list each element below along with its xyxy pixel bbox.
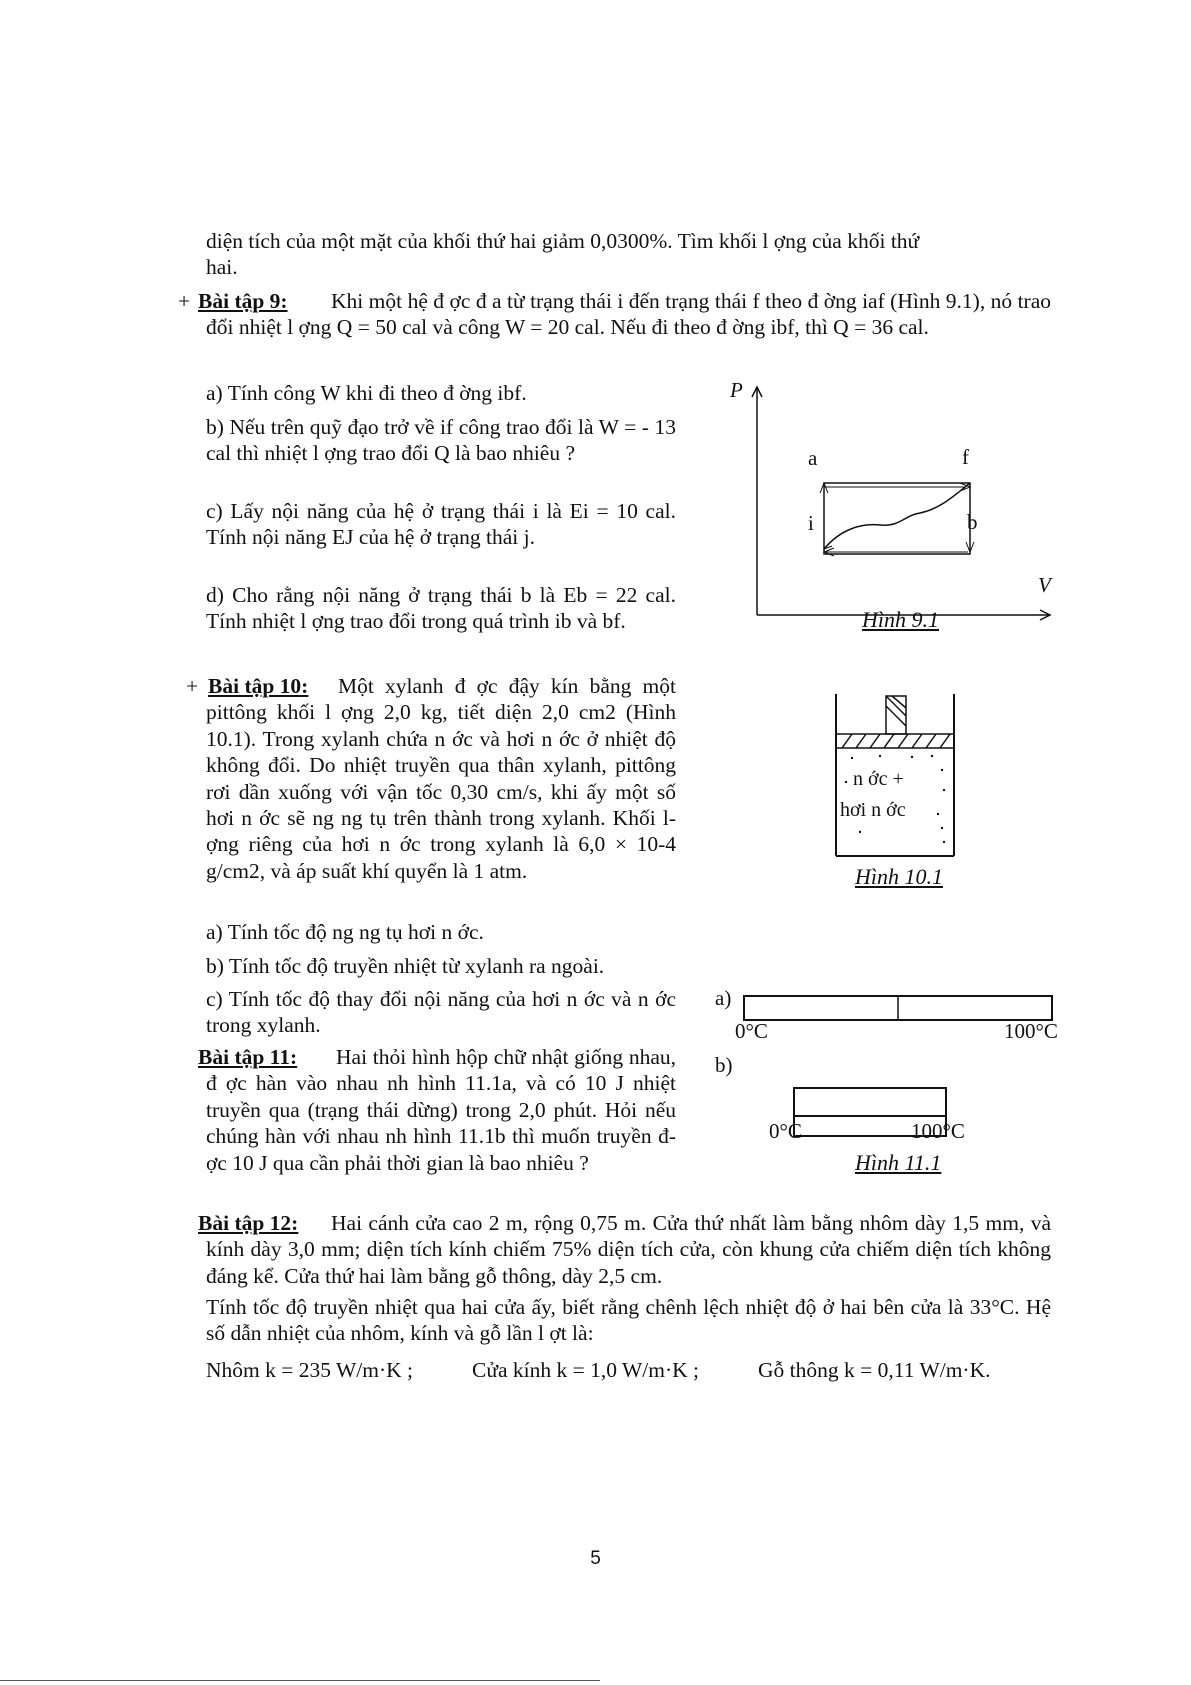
fig111-label-a: a) <box>715 986 732 1010</box>
fig91-label-b: b <box>967 510 978 534</box>
fig111-a-left: 0°C <box>735 1019 768 1043</box>
bt12-k-glass: Cửa kính k = 1,0 W/m·K ; <box>472 1358 700 1382</box>
bt12-text: Hai cánh cửa cao 2 m, rộng 0,75 m. Cửa thứ nhất làm bằng nhôm dày 1,5 mm, và kính dày 3,0 mm; diện tích kính chiếm 75% diện tích cửa, còn khung cửa chiếm diện tích không đáng kể. Cửa thứ hai làm bằng gỗ thông, dày 2,5 cm. <box>206 1211 1051 1288</box>
fig91-axis-p: P <box>730 378 743 402</box>
bt12-text-2: Tính tốc độ truyền nhiệt qua hai cửa ấy, biết rằng chênh lệch nhiệt độ ở hai bên cửa là 33°C. Hệ số dẫn nhiệt của nhôm, kính và gỗ lần l ợt là: <box>206 1295 1051 1346</box>
bt11-text: Hai thỏi hình hộp chữ nhật giống nhau, đ ợc hàn vào nhau nh hình 11.1a, và có 10 J nhiệt truyền qua (trạng thái dừng) trong 2,0 phút. Hỏi nếu chúng hàn với nhau nh hình 11.1b thì muốn truyền đ ợc 10 J qua cần phải thời gian là bao nhiêu ? <box>206 1045 676 1175</box>
fig111-caption: Hình 11.1 <box>855 1150 942 1175</box>
fig101-line-2: hơi n ớc <box>840 799 906 821</box>
fig91-axis-v: V <box>1038 573 1051 597</box>
fig91-label-f: f <box>962 445 969 469</box>
bt10-intro: Một xylanh đ ợc đậy kín bằng một pittông khối l ợng 2,0 kg, tiết diện 2,0 cm2 (Hình 10.1). Trong xylanh chứa n ớc và hơi n ớc ở nhiệt độ không đổi. Do nhiệt truyền qua thân xylanh, pittông rơi dần xuống với vận tốc 0,30 cm/s, khi ấy một số hơi n ớc sẽ ng ng tụ trên thành trong xylanh. Khối l ợng riêng của hơi n ớc trong xylanh là 6,0 × 10-4 g/cm2, và áp suất khí quyển là 1 atm. <box>206 674 676 883</box>
fig111-a-right: 100°C <box>1004 1019 1058 1043</box>
bt10-heading: Bài tập 10: <box>208 674 309 698</box>
fig111-label-b: b) <box>715 1053 733 1077</box>
bt9-c: c) Lấy nội năng của hệ ở trạng thái i là Ei = 10 cal. Tính nội năng EJ của hệ ở trạng thái j. <box>206 499 676 550</box>
figure-11-1a <box>740 992 1060 1022</box>
bottom-rule <box>0 1680 600 1681</box>
fig101-caption: Hình 10.1 <box>855 864 943 889</box>
fig111-b-left: 0°C <box>769 1119 802 1143</box>
page-number: 5 <box>590 1548 601 1569</box>
fig91-label-i: i <box>808 511 814 535</box>
fig101-line-1: n ớc + <box>853 768 904 790</box>
bt9-b: b) Nếu trên quỹ đạo trở về if công trao đổi là W = - 13 cal thì nhiệt l ợng trao đổi Q là bao nhiêu ? <box>206 415 676 466</box>
bt10-a: a) Tính tốc độ ng ng tụ hơi n ớc. <box>206 920 484 944</box>
fig91-label-a: a <box>808 446 818 470</box>
bt9-plus: + <box>178 289 191 313</box>
bt9-a: a) Tính công W khi đi theo đ ờng ibf. <box>206 381 527 405</box>
fig91-caption: Hình 9.1 <box>862 607 939 632</box>
bt11-heading: Bài tập 11: <box>198 1045 298 1069</box>
fig111-b-right: 100°C <box>911 1119 965 1143</box>
bt12-k-aluminium: Nhôm k = 235 W/m·K ; <box>206 1358 414 1382</box>
bt10-plus: + <box>186 674 199 698</box>
bt12-k-pine: Gỗ thông k = 0,11 W/m·K. <box>758 1358 991 1382</box>
bt9-intro: Khi một hệ đ ợc đ a từ trạng thái i đến trạng thái f theo đ ờng iaf (Hình 9.1), nó trao đổi nhiệt l ợng Q = 50 cal và công W = 20 cal. Nếu đi theo đ ờng ibf, thì Q = 36 cal. <box>206 289 1051 340</box>
bt9-d: d) Cho rằng nội năng ở trạng thái b là Eb = 22 cal. Tính nhiệt l ợng trao đổi trong quá trình ib và bf. <box>206 583 676 634</box>
continuation-line-2: hai. <box>206 255 238 279</box>
bt9-heading: Bài tập 9: <box>198 289 288 313</box>
figure-9-1 <box>700 375 1060 645</box>
continuation-line-1: diện tích của một mặt của khối thứ hai giảm 0,0300%. Tìm khối l ợng của khối thứ <box>206 229 920 253</box>
bt12-heading: Bài tập 12: <box>198 1211 299 1235</box>
bt10-c: c) Tính tốc độ thay đổi nội năng của hơi n ớc và n ớc trong xylanh. <box>206 987 676 1038</box>
bt10-b: b) Tính tốc độ truyền nhiệt từ xylanh ra ngoài. <box>206 954 605 978</box>
